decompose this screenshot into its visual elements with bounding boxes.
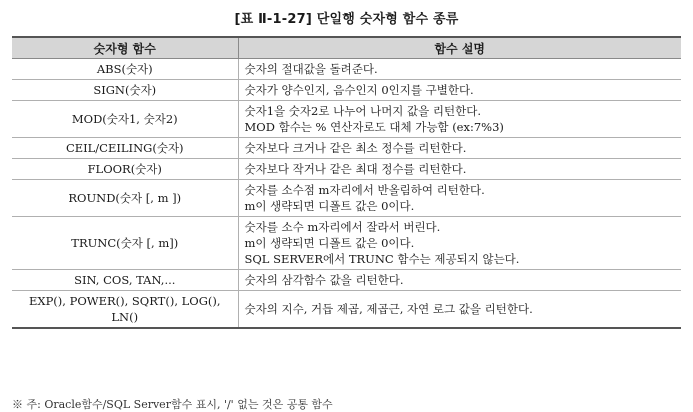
table-row: [12, 270, 681, 291]
function-description-line: 숫자의 지수, 거듭 제곱, 제곱근, 자연 로그 값을 리턴한다.: [244, 302, 533, 316]
function-description-cell: [238, 101, 681, 138]
table-row: [12, 159, 681, 180]
function-description-line: MOD 함수는 % 연산자로도 대체 가능함 (ex:7%3): [244, 120, 504, 134]
table-row: [12, 101, 681, 138]
column-header-description: 함수 설명: [238, 37, 681, 59]
function-description-line: 숫자의 삼각함수 값을 리턴한다.: [244, 273, 404, 287]
function-name: MOD(숫자1, 숫자2): [71, 112, 178, 126]
function-description-line: SQL SERVER에서 TRUNC 함수는 제공되지 않는다.: [244, 252, 520, 266]
function-description-line: m이 생략되면 디폴트 값은 0이다.: [244, 236, 415, 250]
function-description-cell: [238, 138, 681, 159]
function-name: CEIL/CEILING(숫자): [65, 141, 184, 155]
function-name: TRUNC(숫자 [, m]): [71, 236, 179, 250]
function-description-cell: [238, 59, 681, 80]
function-name: FLOOR(숫자): [87, 162, 162, 176]
table-body: [12, 59, 681, 329]
function-description-line: m이 생략되면 디폴트 값은 0이다.: [244, 199, 415, 213]
table-header-row: [12, 37, 681, 59]
footnote: ※ 주: Oracle함수/SQL Server함수 표시, '/' 없는 것은 공통 함수: [12, 398, 333, 411]
function-description-cell: [238, 159, 681, 180]
function-name-cell: [12, 138, 238, 159]
table-row: [12, 180, 681, 217]
table-caption: [표 Ⅱ-1-27] 단일행 숫자형 함수 종류: [234, 12, 459, 27]
function-name-cell: [12, 270, 238, 291]
table-row: [12, 138, 681, 159]
function-description-cell: [238, 270, 681, 291]
table-row: [12, 80, 681, 101]
function-description-line: 숫자를 소수점 m자리에서 반올림하여 리턴한다.: [244, 183, 485, 197]
function-name: SIGN(숫자): [93, 83, 157, 97]
function-description-cell: [238, 80, 681, 101]
function-description-line: 숫자보다 크거나 같은 최소 정수를 리턴한다.: [244, 141, 467, 155]
table-row: [12, 217, 681, 270]
function-name-cell: [12, 80, 238, 101]
function-description-line: 숫자보다 작거나 같은 최대 정수를 리턴한다.: [244, 162, 467, 176]
table-row: [12, 59, 681, 80]
function-description-line: 숫자가 양수인지, 음수인지 0인지를 구별한다.: [244, 83, 474, 97]
function-name: EXP(), POWER(), SQRT(), LOG(),: [28, 294, 221, 308]
function-name-cell: [12, 180, 238, 217]
table-row: [12, 291, 681, 329]
function-name: SIN, COS, TAN,...: [74, 273, 176, 287]
function-name: LN(): [111, 310, 139, 324]
function-name-cell: [12, 217, 238, 270]
function-description-line: 숫자를 소수 m자리에서 잘라서 버린다.: [244, 220, 441, 234]
function-description-cell: [238, 180, 681, 217]
function-description-cell: [238, 291, 681, 329]
function-name: ROUND(숫자 [, m ]): [68, 191, 182, 205]
function-name-cell: [12, 291, 238, 329]
function-description-line: 숫자의 절대값을 돌려준다.: [244, 62, 378, 76]
function-description-cell: [238, 217, 681, 270]
column-header-function: 숫자형 함수: [12, 37, 238, 59]
function-name-cell: [12, 159, 238, 180]
function-name-cell: [12, 59, 238, 80]
numeric-function-table: [12, 36, 681, 329]
function-name-cell: [12, 101, 238, 138]
function-name: ABS(숫자): [96, 62, 153, 76]
function-description-line: 숫자1을 숫자2로 나누어 나머지 값을 리턴한다.: [244, 104, 482, 118]
